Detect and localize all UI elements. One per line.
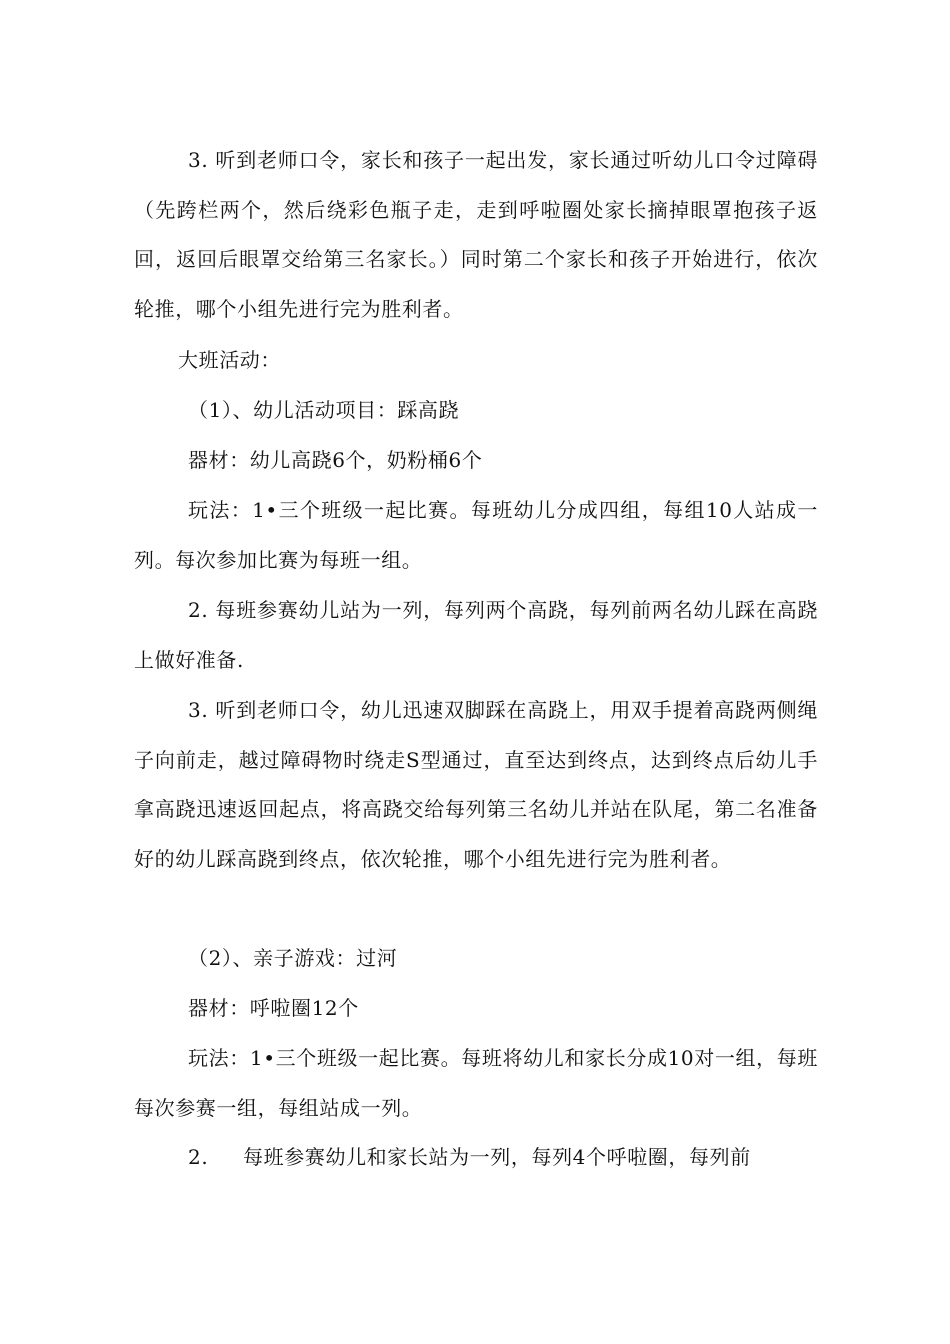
rules-stilts-step3: 3. 听到老师口令，幼儿迅速双脚踩在高跷上，用双手提着高跷两侧绳子向前走，越过障碍物时绕走S型通过，直至达到终点，达到终点后幼儿手拿高跷迅速返回起点，将高跷交给每列第三名幼儿并站在队尾，第二名准备好的幼儿踩高跷到终点，依次轮推，哪个小组先进行完为胜利者。 bbox=[134, 698, 818, 871]
equipment-river: 器材：呼啦圈12个 bbox=[188, 996, 359, 1020]
equipment-stilts: 器材：幼儿高跷6个，奶粉桶6个 bbox=[188, 448, 483, 472]
section-heading-big-class: 大班活动： bbox=[178, 348, 281, 372]
paragraph-step3-parent-child: 3. 听到老师口令，家长和孩子一起出发，家长通过听幼儿口令过障碍（先跨栏两个，然后绕彩色瓶子走，走到呼啦圈处家长摘掉眼罩抱孩子返回，返回后眼罩交给第三名家长。）同时第二个家长和孩子开始进行，依次轮推，哪个小组先进行完为胜利者。 bbox=[134, 148, 818, 321]
rules-stilts-step2: 2. 每班参赛幼儿站为一列，每列两个高跷，每列前两名幼儿踩在高跷上做好准备. bbox=[134, 598, 818, 672]
item-heading-stilts: （1）、幼儿活动项目：踩高跷 bbox=[188, 398, 460, 422]
rules-stilts-step1: 玩法：1•三个班级一起比赛。每班幼儿分成四组，每组10人站成一列。每次参加比赛为每班一组。 bbox=[134, 498, 818, 572]
rules-river-step2: 2. 每班参赛幼儿和家长站为一列，每列4个呼啦圈，每列前 bbox=[188, 1145, 751, 1169]
item-heading-river: （2）、亲子游戏：过河 bbox=[188, 946, 398, 970]
rules-river-step1: 玩法：1•三个班级一起比赛。每班将幼儿和家长分成10对一组，每班每次参赛一组，每组站成一列。 bbox=[134, 1046, 818, 1120]
